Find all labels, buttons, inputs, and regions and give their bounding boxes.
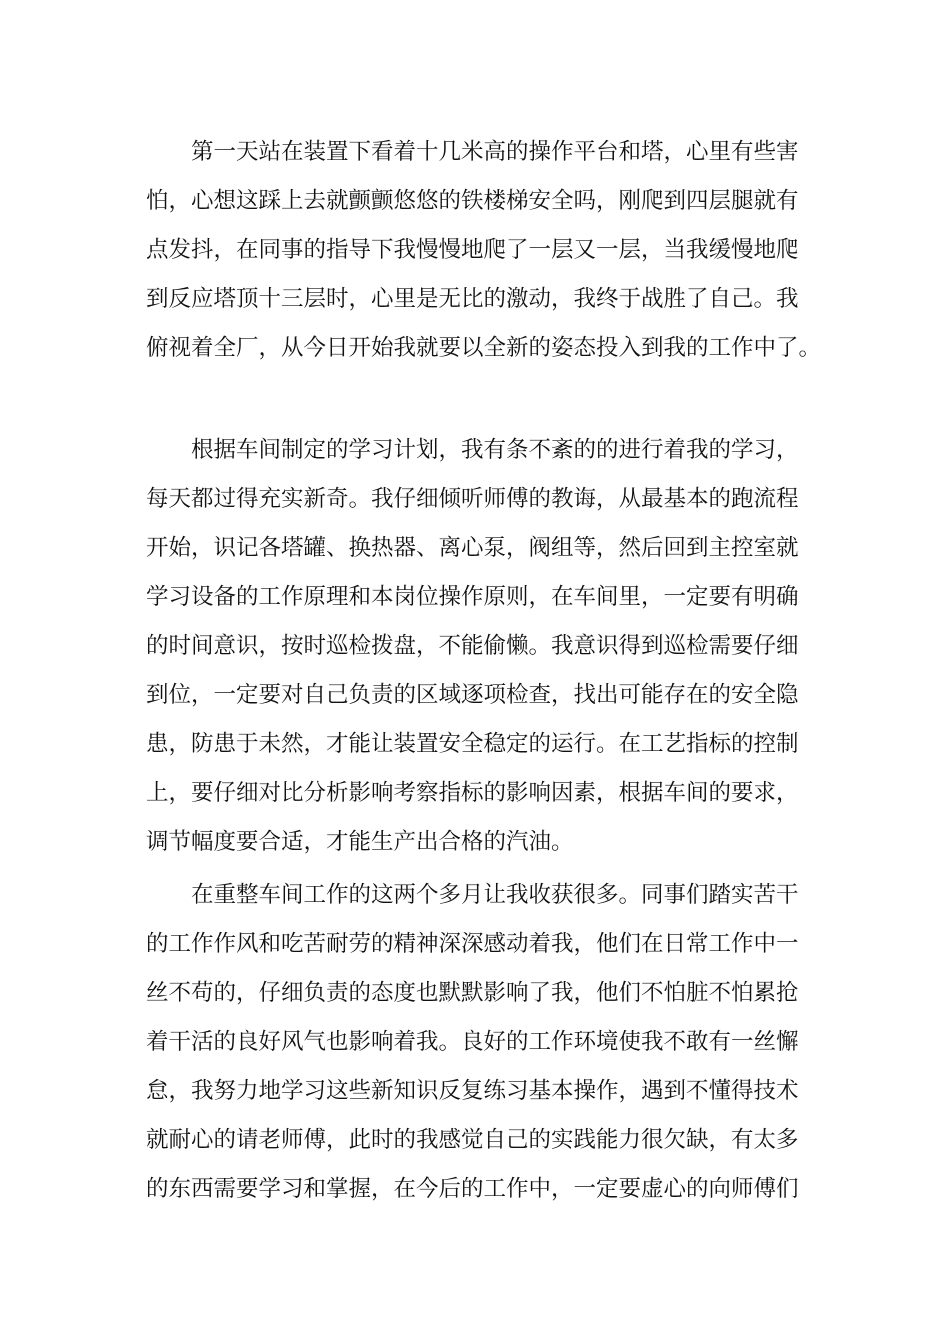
paragraph-line: 到位，一定要对自己负责的区域逐项检查，找出可能存在的安全隐 [146, 682, 799, 708]
paragraph-line: 怕，心想这踩上去就颤颤悠悠的铁楼梯安全吗，刚爬到四层腿就有 [146, 188, 799, 214]
paragraph-line: 每天都过得充实新奇。我仔细倾听师傅的教诲，从最基本的跑流程 [146, 486, 799, 512]
paragraph-line: 患，防患于未然，才能让装置安全稳定的运行。在工艺指标的控制 [146, 731, 799, 757]
paragraph-line: 到反应塔顶十三层时，心里是无比的激动，我终于战胜了自己。我 [146, 286, 799, 312]
paragraph-line: 上，要仔细对比分析影响考察指标的影响因素，根据车间的要求， [146, 780, 799, 806]
paragraph-line: 根据车间制定的学习计划，我有条不紊的的进行着我的学习， [191, 437, 799, 463]
paragraph-line: 的工作作风和吃苦耐劳的精神深深感动着我，他们在日常工作中一 [146, 931, 799, 957]
paragraph-line: 在重整车间工作的这两个多月让我收获很多。同事们踏实苦干 [191, 882, 799, 908]
paragraph-line: 学习设备的工作原理和本岗位操作原则，在车间里，一定要有明确 [146, 584, 799, 610]
paragraph-line: 调节幅度要合适，才能生产出合格的汽油。 [146, 829, 574, 855]
paragraph-line: 的时间意识，按时巡检拨盘，不能偷懒。我意识得到巡检需要仔细 [146, 633, 799, 659]
paragraph-line: 怠，我努力地学习这些新知识反复练习基本操作，遇到不懂得技术 [146, 1078, 799, 1104]
paragraph-line: 第一天站在装置下看着十几米高的操作平台和塔，心里有些害 [191, 139, 799, 165]
paragraph-line: 开始，识记各塔罐、换热器、离心泵，阀组等，然后回到主控室就 [146, 535, 799, 561]
paragraph-line: 就耐心的请老师傅，此时的我感觉自己的实践能力很欠缺，有太多 [146, 1127, 799, 1153]
paragraph-line: 着干活的良好风气也影响着我。良好的工作环境使我不敢有一丝懈 [146, 1029, 799, 1055]
paragraph-line: 点发抖，在同事的指导下我慢慢地爬了一层又一层，当我缓慢地爬 [146, 237, 799, 263]
paragraph-line: 俯视着全厂，从今日开始我就要以全新的姿态投入到我的工作中了。 [146, 335, 822, 361]
paragraph-line: 的东西需要学习和掌握，在今后的工作中，一定要虚心的向师傅们 [146, 1176, 799, 1202]
paragraph-line: 丝不苟的，仔细负责的态度也默默影响了我，他们不怕脏不怕累抢 [146, 980, 799, 1006]
